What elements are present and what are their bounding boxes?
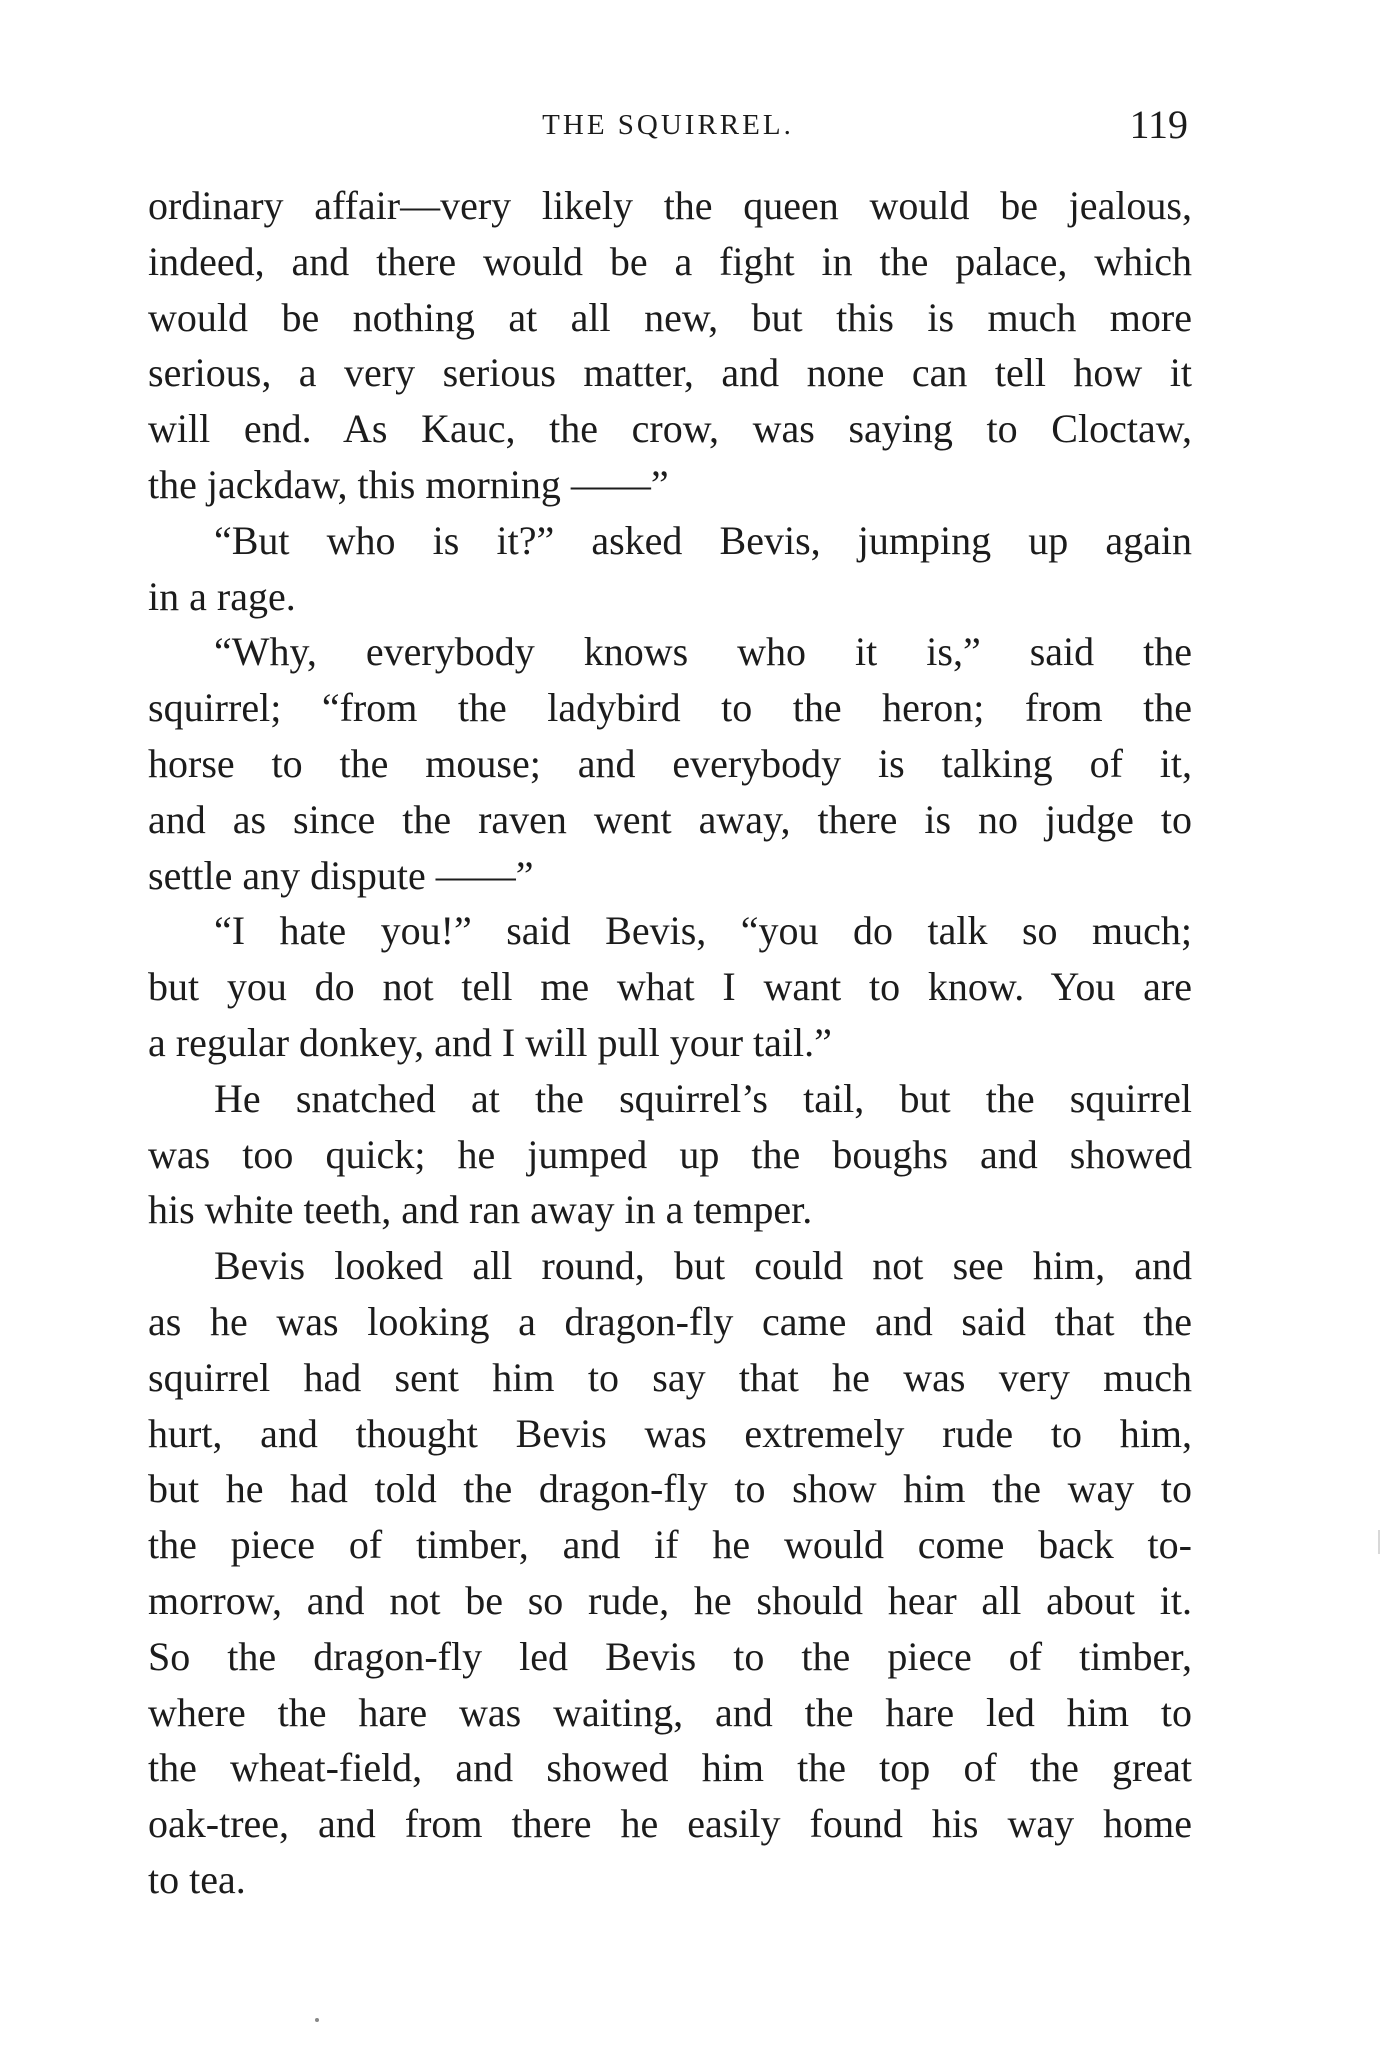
page-edge-mark — [1378, 1530, 1380, 1554]
text-line: “Why, everybody knows who it is,” said the — [214, 629, 1192, 675]
body-text — [148, 178, 1192, 1908]
text-line: but you do not tell me what I want to know. You are — [148, 964, 1192, 1010]
text-line: indeed, and there would be a fight in the palace, which — [148, 238, 1192, 284]
text-line: Bevis looked all round, but could not see him, and — [214, 1243, 1192, 1289]
text-line: would be nothing at all new, but this is much more — [148, 294, 1192, 340]
page-header — [148, 100, 1188, 150]
text-line: “I hate you!” said Bevis, “you do talk so much; — [214, 908, 1192, 954]
text-line: the jackdaw, this morning ——” — [148, 461, 669, 507]
text-line: squirrel had sent him to say that he was very much — [148, 1354, 1192, 1400]
text-line: horse to the mouse; and everybody is talking of it, — [148, 740, 1192, 786]
text-line: will end. As Kauc, the crow, was saying to Cloctaw, — [148, 406, 1192, 452]
text-line: in a rage. — [148, 573, 296, 619]
text-line: serious, a very serious matter, and none can tell how it — [148, 350, 1192, 396]
running-head: THE SQUIRREL. — [542, 109, 794, 141]
text-line: but he had told the dragon-fly to show him the way to — [148, 1466, 1192, 1512]
text-line: hurt, and thought Bevis was extremely rude to him, — [148, 1410, 1192, 1456]
text-line: the piece of timber, and if he would come back to- — [148, 1522, 1192, 1568]
text-line: squirrel; “from the ladybird to the heron; from the — [148, 685, 1192, 731]
text-line: morrow, and not be so rude, he should hear all about it. — [148, 1577, 1192, 1623]
text-line: “But who is it?” asked Bevis, jumping up again — [214, 517, 1192, 563]
text-line: settle any dispute ——” — [148, 852, 534, 898]
text-line: So the dragon-fly led Bevis to the piece of timber, — [148, 1633, 1192, 1679]
text-line: ordinary affair—very likely the queen would be jealous, — [148, 183, 1192, 228]
text-line: was too quick; he jumped up the boughs and showed — [148, 1131, 1192, 1177]
ink-speck — [315, 2018, 319, 2022]
text-line: a regular donkey, and I will pull your tail.” — [148, 1019, 832, 1065]
text-line: as he was looking a dragon-fly came and said that the — [148, 1298, 1192, 1344]
text-line: to tea. — [148, 1856, 246, 1902]
page-number: 119 — [1129, 102, 1188, 147]
text-line: his white teeth, and ran away in a temper. — [148, 1187, 813, 1233]
text-line: and as since the raven went away, there is no judge to — [148, 796, 1192, 842]
text-line: oak-tree, and from there he easily found his way home — [148, 1801, 1192, 1847]
text-line: the wheat-field, and showed him the top of the great — [148, 1745, 1192, 1791]
text-line: where the hare was waiting, and the hare led him to — [148, 1689, 1192, 1735]
text-line: He snatched at the squirrel’s tail, but the squirrel — [214, 1075, 1192, 1121]
